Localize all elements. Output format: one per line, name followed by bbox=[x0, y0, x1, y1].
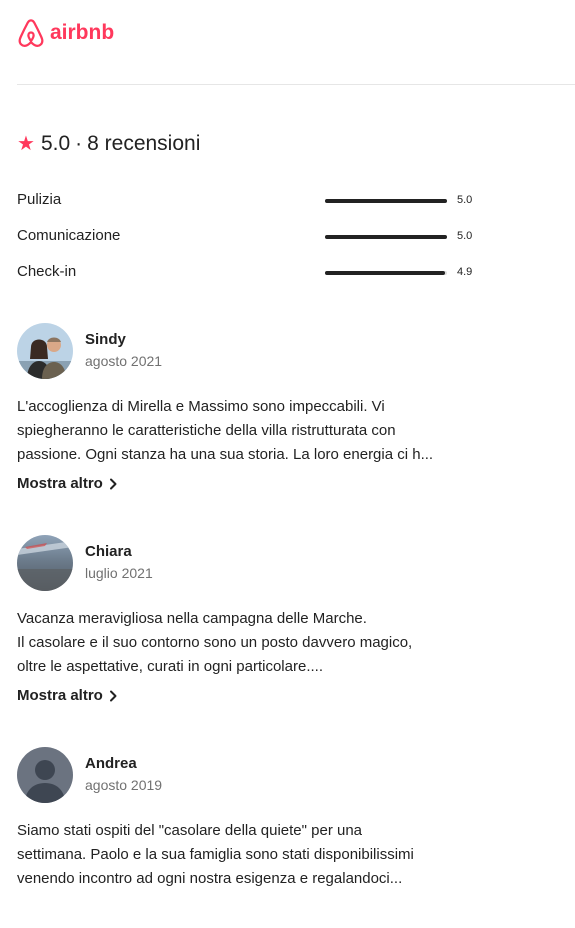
rating-separator: · bbox=[75, 132, 83, 155]
review-text-line: L'accoglienza di Mirella e Massimo sono impeccabili. Vi bbox=[17, 398, 385, 415]
category-label: Check-in bbox=[17, 263, 77, 280]
review-text-line: settimana. Paolo e la sua famiglia sono stati disponibilissimi bbox=[17, 846, 414, 863]
review-text-line: Vacanza meravigliosa nella campagna delle Marche. bbox=[17, 610, 367, 627]
review-text-line: passione. Ogni stanza ha una sua storia. La loro energia ci h... bbox=[17, 446, 434, 463]
rating-summary bbox=[17, 132, 200, 156]
review-text bbox=[17, 395, 487, 467]
category-rating-communication bbox=[17, 227, 477, 249]
reviewer-name: Chiara bbox=[85, 543, 132, 560]
rating-bar bbox=[325, 199, 447, 203]
show-more-button[interactable] bbox=[17, 687, 117, 704]
brand-name: airbnb bbox=[50, 21, 115, 44]
avatar[interactable] bbox=[17, 747, 73, 803]
rating-bar bbox=[325, 271, 447, 275]
chevron-right-icon bbox=[109, 690, 117, 702]
category-label: Comunicazione bbox=[17, 227, 121, 244]
show-more-label: Mostra altro bbox=[17, 475, 103, 492]
category-rating-cleanliness bbox=[17, 191, 477, 213]
header bbox=[0, 0, 575, 84]
review-item bbox=[17, 747, 497, 907]
show-more-label: Mostra altro bbox=[17, 687, 103, 704]
review-text-line: oltre le aspettative, curati in ogni particolare.... bbox=[17, 658, 323, 675]
show-more-button[interactable] bbox=[17, 475, 117, 492]
review-date: agosto 2021 bbox=[85, 353, 163, 369]
review-text bbox=[17, 819, 487, 891]
reviewer-name: Sindy bbox=[85, 331, 126, 348]
rating-bar-fill bbox=[325, 199, 447, 203]
rating-bar-fill bbox=[325, 271, 445, 275]
overall-rating: 5.0 bbox=[40, 132, 71, 155]
star-icon: ★ bbox=[17, 133, 35, 155]
review-text-line: Il casolare e il suo contorno sono un posto davvero magico, bbox=[17, 634, 413, 651]
review-item bbox=[17, 535, 497, 715]
review-text-line: spiegheranno le caratteristiche della villa ristrutturata con bbox=[17, 422, 396, 439]
avatar[interactable] bbox=[17, 323, 73, 379]
avatar[interactable] bbox=[17, 535, 73, 591]
reviewer-name: Andrea bbox=[85, 755, 137, 772]
rating-bar bbox=[325, 235, 447, 239]
chevron-right-icon bbox=[109, 478, 117, 490]
header-divider bbox=[17, 84, 575, 85]
category-rating-checkin bbox=[17, 263, 477, 285]
category-label: Pulizia bbox=[17, 191, 62, 208]
review-text-line: Siamo stati ospiti del "casolare della quiete" per una bbox=[17, 822, 363, 839]
rating-bar-fill bbox=[325, 235, 447, 239]
review-date: agosto 2019 bbox=[85, 777, 163, 793]
category-score: 5.0 bbox=[457, 194, 473, 206]
review-item bbox=[17, 323, 497, 503]
review-date: luglio 2021 bbox=[85, 565, 153, 581]
category-score: 4.9 bbox=[457, 266, 473, 278]
category-score: 5.0 bbox=[457, 230, 473, 242]
airbnb-logo-icon bbox=[16, 17, 46, 49]
review-text bbox=[17, 607, 487, 679]
review-count: 8 recensioni bbox=[87, 132, 201, 155]
airbnb-logo[interactable] bbox=[16, 17, 114, 49]
review-text-line: venendo incontro ad ogni nostra esigenza e regalandoci... bbox=[17, 870, 403, 887]
